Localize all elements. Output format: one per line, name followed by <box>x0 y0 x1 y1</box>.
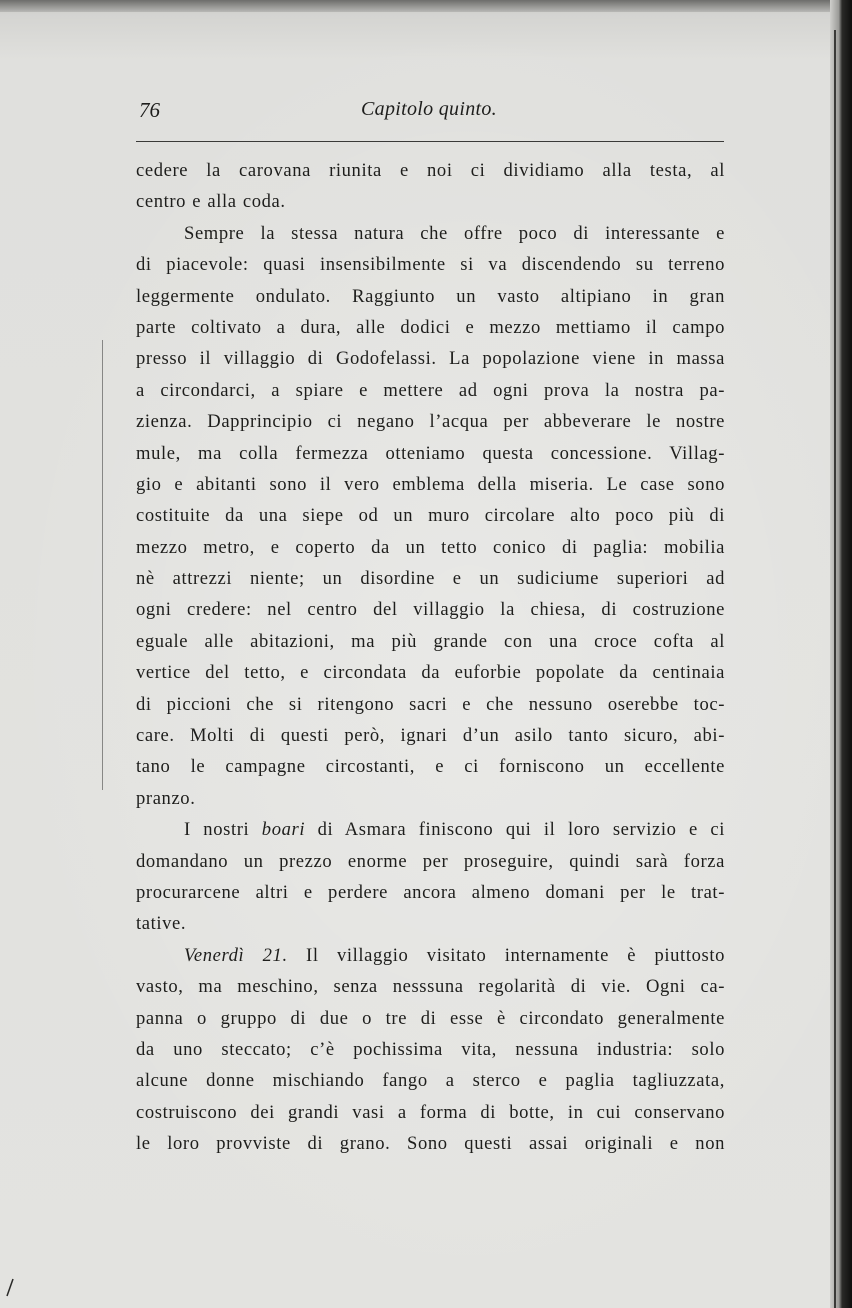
text-line: Sempre la stessa natura che offre poco di interessante e <box>184 222 725 244</box>
text-line <box>136 814 725 845</box>
text-line: eguale alle abitazioni, ma più grande con una croce cofta al <box>136 630 725 652</box>
text-line: zienza. Dapprincipio ci negano l’acqua per abbeverare le nostre <box>136 411 725 433</box>
text-line: nè attrezzi niente; un disordine e un sudiciume superiori ad <box>136 568 725 590</box>
text-line: da uno steccato; c’è pochissima vita, nessuna industria: solo <box>136 1038 725 1060</box>
text-line: centro e alla coda. <box>136 191 286 213</box>
italic-term: boari <box>261 819 306 841</box>
spine-line <box>834 30 836 1308</box>
text-line <box>136 940 725 971</box>
text-line: costituite da una siepe od un muro circolare alto poco più di <box>136 505 725 527</box>
italic-date: Venerdì 21. <box>184 944 288 966</box>
text-line: domandano un prezzo enorme per proseguire, quindi sarà forza <box>136 850 725 872</box>
text-line: vertice del tetto, e circondata da euforbie popolate da centinaia <box>136 662 725 684</box>
stray-pen-mark <box>3 1278 17 1298</box>
text-line: di piccioni che si ritengono sacri e che nessuno oserebbe toc- <box>136 693 725 715</box>
text-line: leggermente ondulato. Raggiunto un vasto altipiano in gran <box>136 285 725 307</box>
text-line: vasto, ma meschino, senza nesssuna regolarità di vie. Ogni ca- <box>136 976 725 998</box>
text-line: le loro provviste di grano. Sono questi assai originali e non <box>136 1133 725 1155</box>
page-header <box>134 98 724 128</box>
text-line: care. Molti di questi però, ignari d’un asilo tanto sicuro, abi- <box>136 725 725 747</box>
text-line: a circondarci, a spiare e mettere ad ogni prova la nostra pa- <box>136 379 725 401</box>
text-segment: I nostri <box>184 819 262 841</box>
text-line: tative. <box>136 913 187 935</box>
text-line: pranzo. <box>136 787 196 809</box>
text-line: presso il villaggio di Godofelassi. La popolazione viene in massa <box>136 348 725 370</box>
header-rule <box>136 141 724 142</box>
text-line: costruiscono dei grandi vasi a forma di botte, in cui conservano <box>136 1101 725 1123</box>
text-line: tano le campagne circostanti, e ci forniscono un eccellente <box>136 756 725 778</box>
text-line: alcune donne mischiando fango a sterco e paglia tagliuzzata, <box>136 1070 725 1092</box>
text-line: mule, ma colla fermezza otteniamo questa concessione. Villag- <box>136 442 725 464</box>
text-line: parte coltivato a dura, alle dodici e mezzo mettiamo il campo <box>136 316 725 338</box>
text-line: gio e abitanti sono il vero emblema della miseria. Le case sono <box>136 473 725 495</box>
text-segment: di Asmara finiscono qui il loro servizio e ci <box>305 819 725 841</box>
text-line: panna o gruppo di due o tre di esse è circondato generalmente <box>136 1007 725 1029</box>
text-line: di piacevole: quasi insensibilmente si va discendendo su terreno <box>136 254 725 276</box>
text-line: cedere la carovana riunita e noi ci dividiamo alla testa, al <box>136 160 725 181</box>
top-page-shadow <box>0 0 852 12</box>
text-line: mezzo metro, e coperto da un tetto conico di paglia: mobilia <box>136 536 725 558</box>
page-number: 76 <box>139 98 160 122</box>
body-text <box>136 155 725 1160</box>
running-title: Capitolo quinto. <box>361 98 497 120</box>
text-line: ogni credere: nel centro del villaggio la chiesa, di costruzione <box>136 599 725 621</box>
pencil-margin-mark <box>102 340 103 790</box>
text-segment: Il villaggio visitato internamente è piuttosto <box>287 944 725 966</box>
text-line: procurarcene altri e perdere ancora almeno domani per le trat- <box>136 881 725 903</box>
